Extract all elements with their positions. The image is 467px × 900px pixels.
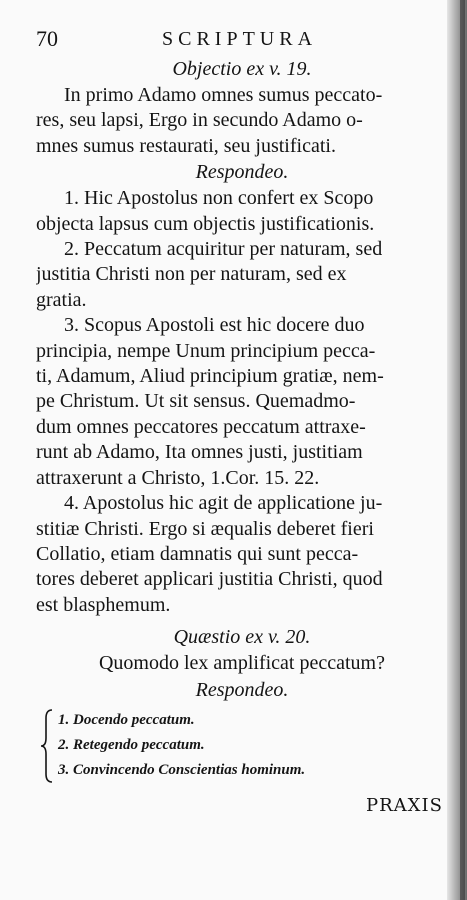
answer-item-3: 3. Convincendo Conscientias hominum. [58, 761, 306, 778]
point-3-line-1: 3. Scopus Apostoli est hic docere duo [64, 314, 365, 337]
catchword: PRAXIS [366, 795, 443, 816]
point-2-line-3: gratia. [36, 288, 87, 311]
binding-edge [460, 0, 465, 900]
question-text: Quomodo lex amplificat peccatum? [98, 652, 385, 675]
page-number: 70 [36, 26, 58, 51]
point-1-line-2: objecta lapsus cum objectis justificationis. [36, 212, 375, 235]
point-3-line-6: runt ab Adamo, Ita omnes justi, justitiam [36, 441, 363, 464]
point-3-line-5: dum omnes peccatores peccatum attraxe- [36, 415, 366, 438]
answer-item-1: 1. Docendo peccatum. [58, 711, 195, 728]
point-3-line-4: pe Christum. Ut sit sensus. Quemadmo- [36, 390, 356, 413]
answer-list [36, 708, 448, 783]
objection-line-3: mnes sumus restaurati, seu justificati. [36, 134, 336, 157]
running-head: SCRIPTURA [162, 28, 318, 50]
objection-heading: Objectio ex v. 19. [172, 58, 312, 80]
objection-line-1: In primo Adamo omnes sumus peccato- [64, 84, 383, 106]
page-header [36, 26, 448, 56]
point-4-line-2: stitiæ Christi. Ergo si æqualis deberet fieri [36, 517, 374, 540]
answer-item-2: 2. Retegendo peccatum. [58, 736, 205, 753]
point-4-line-1: 4. Apostolus hic agit de applicatione ju- [64, 492, 383, 515]
point-3-line-3: ti, Adamum, Aliud principium gratiæ, nem- [36, 365, 384, 388]
point-4-line-4: tores deberet applicari justitia Christi, quod [36, 568, 383, 591]
objection-line-2: res, seu lapsi, Ergo in secundo Adamo o- [36, 109, 363, 132]
point-1-line-1: 1. Hic Apostolus non confert ex Scopo [64, 187, 374, 210]
respondeo-heading-2: Respondeo. [195, 678, 289, 701]
point-3-line-7: attraxerunt a Christo, 1.Cor. 15. 22. [36, 466, 320, 489]
point-2-line-1: 2. Peccatum acquiritur per naturam, sed [64, 238, 383, 261]
point-4-line-3: Collatio, etiam damnatis qui sunt pecca- [36, 542, 359, 565]
curly-brace [40, 708, 54, 784]
point-2-line-2: justitia Christi non per naturam, sed ex [36, 263, 347, 286]
point-4-line-5: est blasphemum. [36, 593, 171, 616]
page-text [36, 26, 448, 783]
respondeo-heading: Respondeo. [195, 161, 289, 184]
question-heading: Quæstio ex v. 20. [173, 626, 311, 649]
point-3-line-2: principia, nempe Unum principium pecca- [36, 339, 376, 362]
